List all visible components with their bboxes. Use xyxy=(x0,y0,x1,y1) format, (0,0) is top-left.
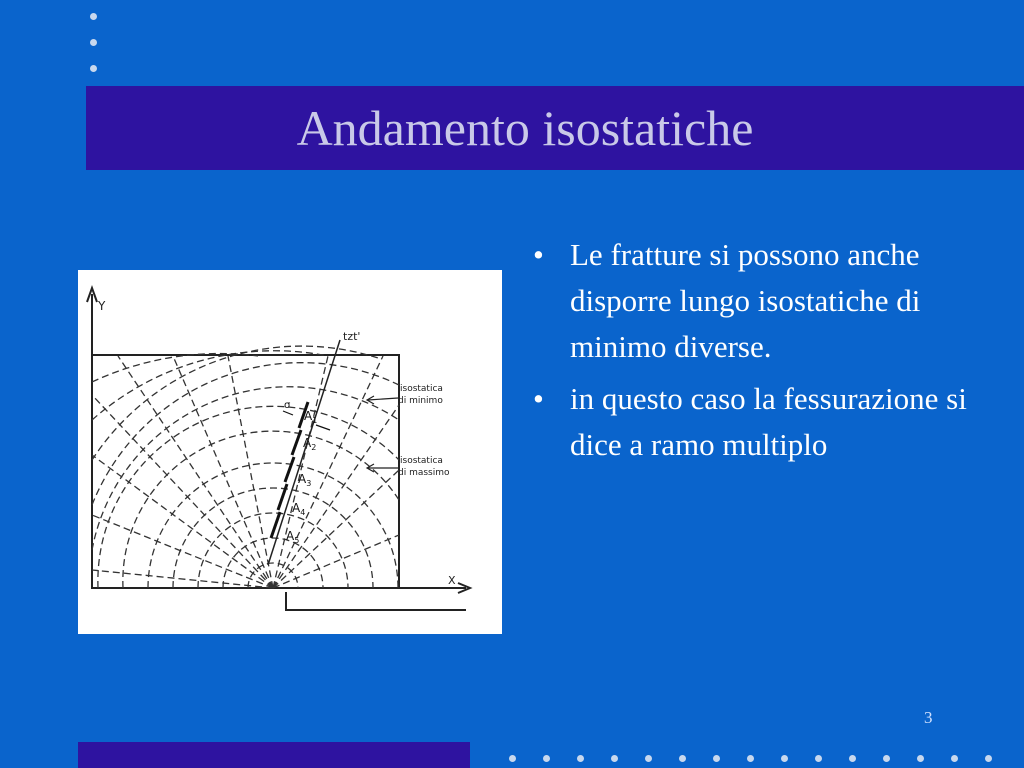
bullet-marker: • xyxy=(533,237,544,272)
y-axis-label: Y xyxy=(98,299,106,313)
bullet-list xyxy=(533,232,1003,474)
label-isostatica-minimo: isostatica di minimo xyxy=(398,384,443,406)
bullet-item xyxy=(533,232,1003,370)
annotation-arrows xyxy=(367,396,398,472)
decor-dot xyxy=(611,755,618,762)
isostatic-lines xyxy=(92,346,399,588)
sigma-label: σ xyxy=(284,400,291,411)
decor-dot xyxy=(815,755,822,762)
title-bar xyxy=(86,86,1024,170)
decor-dot xyxy=(849,755,856,762)
slide-title: Andamento isostatiche xyxy=(296,100,754,156)
crack-axis-line xyxy=(268,340,340,565)
bullet-marker: • xyxy=(533,381,544,416)
decor-dot xyxy=(90,39,97,46)
decor-dot xyxy=(645,755,652,762)
decor-dot xyxy=(951,755,958,762)
decor-dot xyxy=(781,755,788,762)
decor-dot xyxy=(883,755,890,762)
crack-line-label: tzt' xyxy=(343,330,361,343)
point-label: $A_2$ xyxy=(303,436,317,452)
point-label: $A_1$ xyxy=(304,409,318,425)
bullet-text: Le fratture si possono anche disporre lungo isostatiche di minimo diverse. xyxy=(570,237,921,364)
decor-dot xyxy=(985,755,992,762)
page-number: 3 xyxy=(924,708,933,727)
isostatic-diagram xyxy=(78,270,502,634)
bullet-item xyxy=(533,376,1003,468)
decor-dot xyxy=(713,755,720,762)
point-label: $A_3$ xyxy=(298,472,312,488)
decor-dot xyxy=(509,755,516,762)
decor-dot xyxy=(577,755,584,762)
point-label: $A_4$ xyxy=(292,501,306,517)
bottom-bar xyxy=(78,742,470,768)
bullet-text: in questo caso la fessurazione si dice a ramo multiplo xyxy=(570,381,967,462)
decor-dot xyxy=(747,755,754,762)
decor-dot xyxy=(679,755,686,762)
x-axis-label: X xyxy=(448,574,456,587)
label-isostatica-massimo: isostatica di massimo xyxy=(398,456,450,478)
point-label: $A_5$ xyxy=(286,529,300,545)
decor-dot xyxy=(90,13,97,20)
decor-dot xyxy=(90,65,97,72)
decor-dot xyxy=(917,755,924,762)
decor-dot xyxy=(543,755,550,762)
